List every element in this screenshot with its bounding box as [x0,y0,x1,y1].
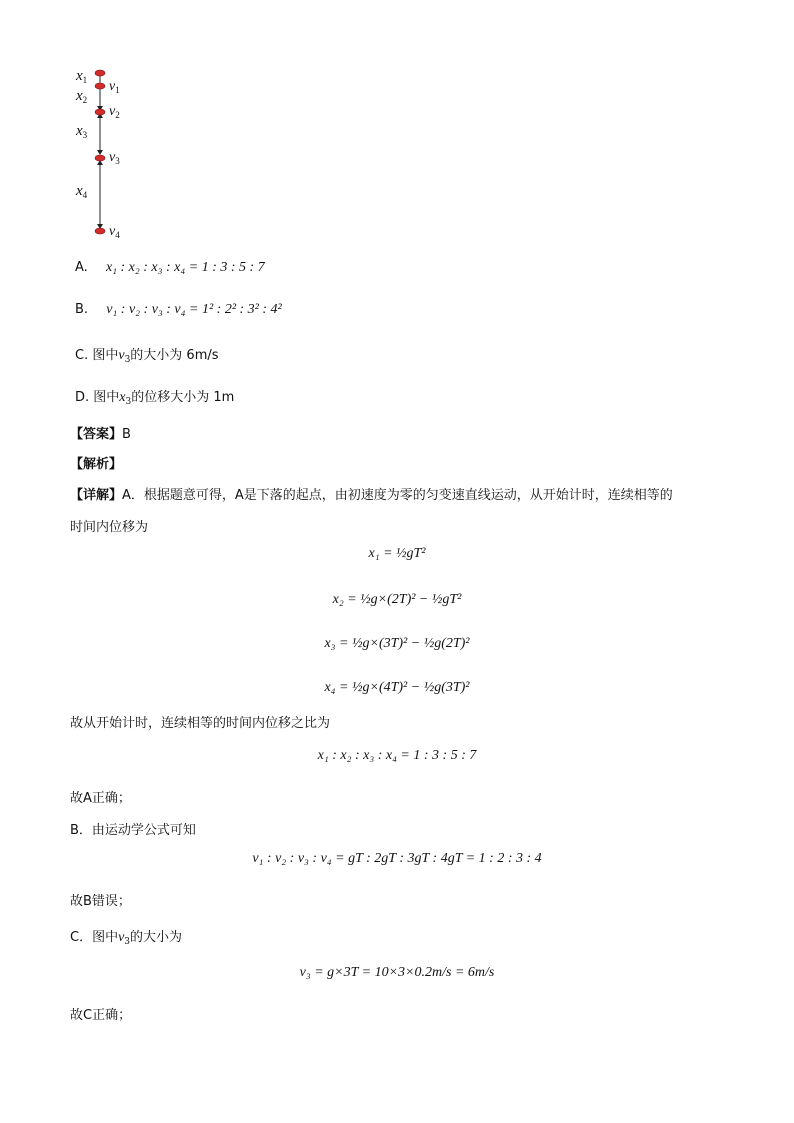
label-x2: $x_2$ [76,88,88,105]
option-c: C. 图中$v_3$的大小为 6m/s [75,348,219,365]
drop-3 [95,155,105,161]
detail-line-3: 故从开始计时，连续相等的时间内位移之比为 [70,716,331,731]
label-x4: $x_4$ [76,183,88,200]
drop-4 [95,228,105,234]
option-b-math: v₁ : v₂ : v₃ : v₄ = 1² : 2² : 3² : 4² [106,302,282,317]
drop-1 [95,83,105,89]
label-v2: $v_2$ [109,104,120,120]
detail-line-4: 故A正确； [70,791,131,806]
option-d: D. 图中$x_3$的位移大小为 1m [75,390,235,407]
equation-v3: v₃ = g×3T = 10×3×0.2m/s = 6m/s [299,965,495,980]
equation-ratio-x: x₁ : x₂ : x₃ : x₄ = 1 : 3 : 5 : 7 [317,748,477,763]
detail-line-8: 故C正确； [70,1008,132,1023]
detail-line-2: 时间内位移为 [70,520,149,535]
detail-line-7: C．图中$v_3$的大小为 [70,930,183,947]
equation-x2: x₂ = ½g×(2T)² − ½gT² [332,592,462,607]
label-v1: $v_1$ [109,79,120,95]
detail-line-5: B．由运动学公式可知 [70,823,196,838]
equation-x3: x₃ = ½g×(3T)² − ½g(2T)² [324,636,470,651]
equation-ratio-v: v₁ : v₂ : v₃ : v₄ = gT : 2gT : 3gT : 4gT = 1 : 2 : 3 : 4 [252,851,542,866]
label-x1: $x_1$ [76,68,88,85]
drop-2 [95,109,105,115]
option-a: A. x₁ : x₂ : x₃ : x₄ = 1 : 3 : 5 : 7 [75,260,265,275]
detail-line-1: 【详解】A．根据题意可得，A是下落的起点，由初速度为零的匀变速直线运动，从开始计时，连续相等的 [70,488,673,503]
label-v3: $v_3$ [109,150,120,166]
answer-line: 【答案】B [70,427,131,442]
equation-x4: x₄ = ½g×(4T)² − ½g(3T)² [324,680,470,695]
option-b: B. v₁ : v₂ : v₃ : v₄ = 1² : 2² : 3² : 4² [75,302,282,317]
option-a-math: x₁ : x₂ : x₃ : x₄ = 1 : 3 : 5 : 7 [105,260,265,275]
detail-line-6: 故B错误； [70,894,131,909]
drop-0 [95,70,105,76]
label-x3: $x_3$ [76,123,88,140]
label-v4: $v_4$ [109,224,120,240]
equation-x1: x₁ = ½gT² [368,546,426,561]
analysis-tag: 【解析】 [70,457,123,472]
